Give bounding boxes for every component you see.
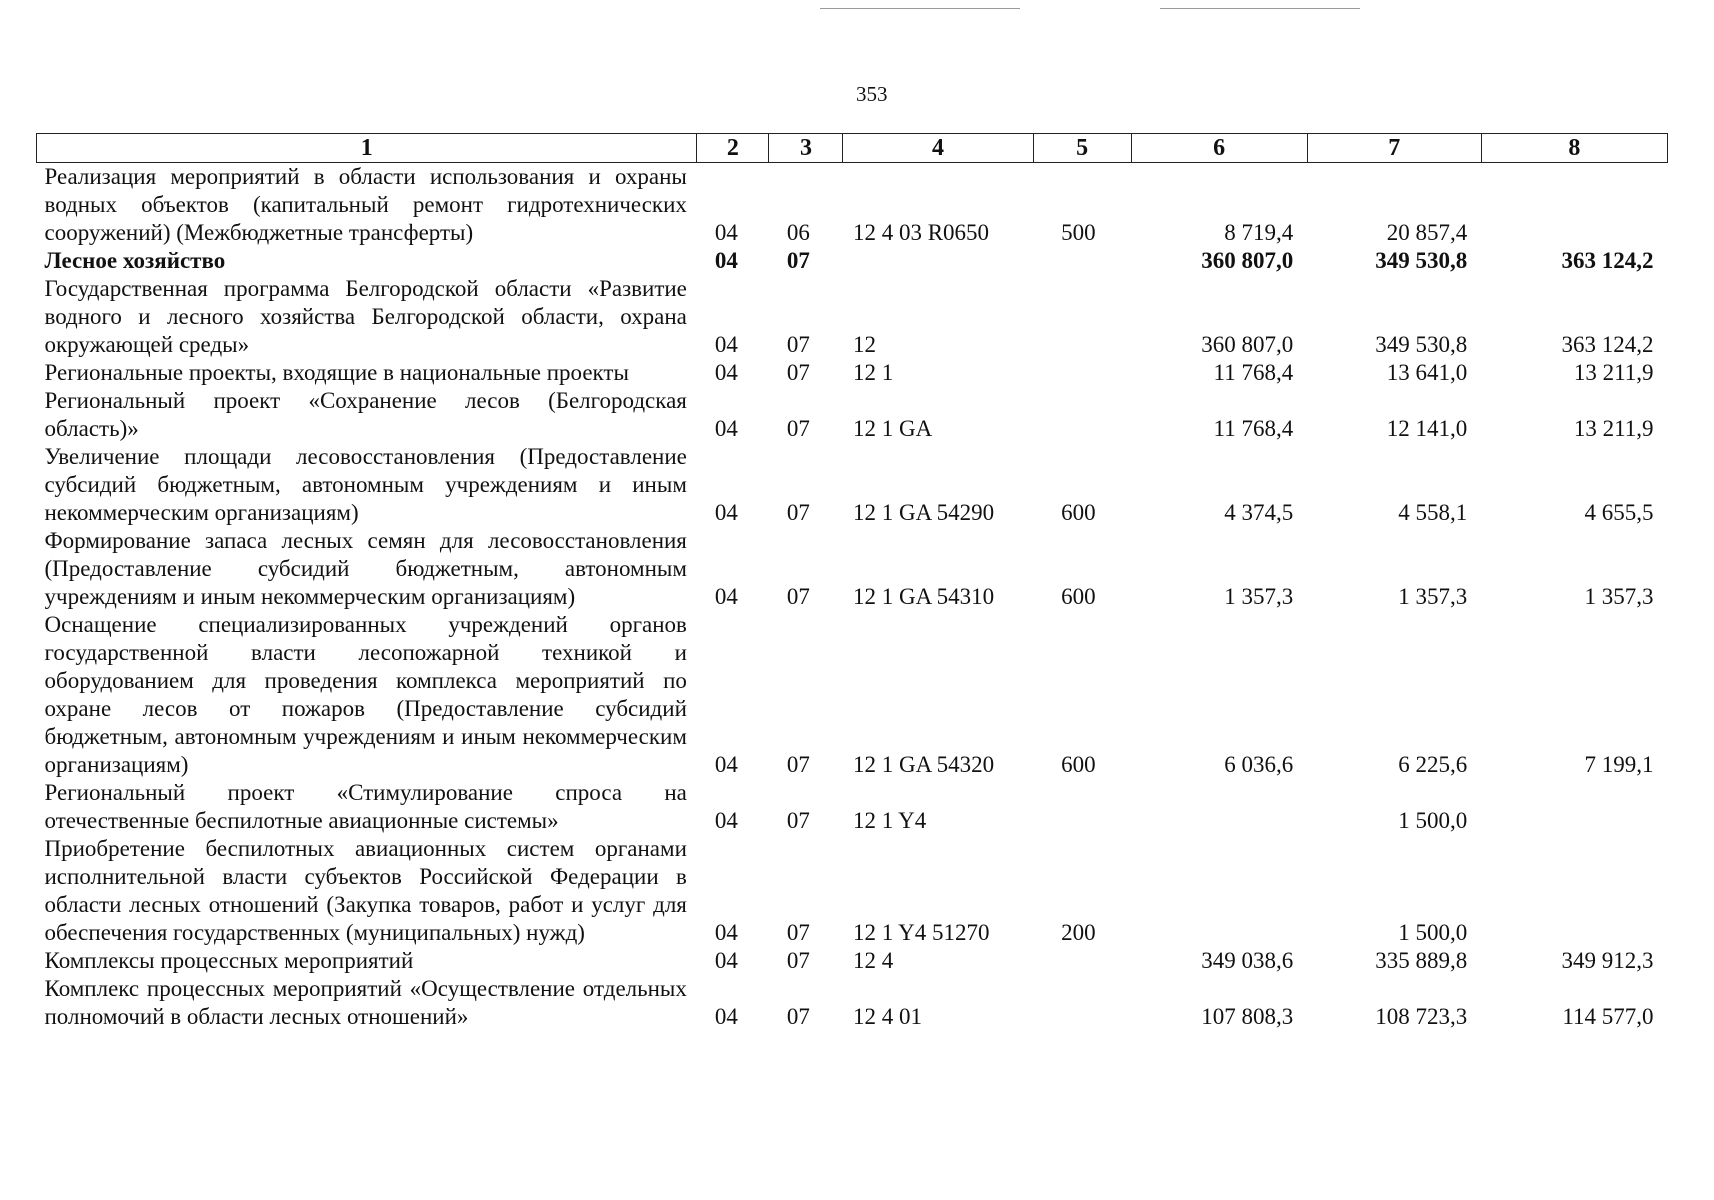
amount-col6-cell: 349 038,6 xyxy=(1201,948,1294,973)
target-article-cell: 12 1 Y4 xyxy=(852,808,927,833)
table-row xyxy=(37,387,1668,443)
table-header-row xyxy=(37,134,1668,163)
amount-col6-cell: 6 036,6 xyxy=(1224,752,1294,777)
section-code-cell: 04 xyxy=(714,808,738,833)
table-row xyxy=(37,359,1668,387)
page-number: 353 xyxy=(856,82,888,106)
row-name-cell: Комплексы процессных мероприятий xyxy=(44,948,414,973)
column-header: 8 xyxy=(1481,134,1667,163)
amount-col7-cell: 12 141,0 xyxy=(1386,416,1468,441)
amount-col8-cell: 7 199,1 xyxy=(1584,752,1654,777)
amount-col8-cell: 1 357,3 xyxy=(1584,584,1654,609)
section-code-cell: 04 xyxy=(714,920,738,945)
amount-col8-cell xyxy=(1481,163,1667,248)
subsection-code-cell: 07 xyxy=(786,500,810,525)
table-row xyxy=(37,443,1668,527)
section-code-cell: 04 xyxy=(714,332,738,357)
target-article-cell: 12 xyxy=(852,332,876,357)
row-name-cell: Приобретение беспилотных авиационных систем органами исполнительной власти субъектов Российской Федерации в области лесных отношений (Закупка товаров, работ и услуг для обеспечения государственных (муниципальных) нужд) xyxy=(44,836,687,945)
subsection-code-cell: 07 xyxy=(786,752,810,777)
row-name-cell: Государственная программа Белгородской области «Развитие водного и лесного хозяйства Белгородской области, охрана окружающей среды» xyxy=(44,276,687,357)
row-name-cell: Увеличение площади лесовосстановления (Предоставление субсидий бюджетным, автономным учреждениям и иным некоммерческим организациям) xyxy=(44,444,687,525)
section-code-cell: 04 xyxy=(714,584,738,609)
column-header: 3 xyxy=(769,134,843,163)
expense-type-cell xyxy=(1033,247,1131,275)
expense-type-cell: 600 xyxy=(1061,500,1096,525)
expense-type-cell xyxy=(1033,275,1131,359)
amount-col7-cell: 349 530,8 xyxy=(1375,248,1468,273)
amount-col8-cell: 363 124,2 xyxy=(1561,248,1654,273)
amount-col6-cell: 8 719,4 xyxy=(1224,220,1294,245)
amount-col7-cell: 1 500,0 xyxy=(1398,808,1468,833)
amount-col7-cell: 4 558,1 xyxy=(1398,500,1468,525)
budget-table xyxy=(36,133,1668,1031)
column-header: 5 xyxy=(1033,134,1131,163)
amount-col7-cell: 13 641,0 xyxy=(1386,360,1468,385)
amount-col6-cell: 1 357,3 xyxy=(1224,584,1294,609)
section-code-cell: 04 xyxy=(714,1004,738,1029)
row-name-cell: Лесное хозяйство xyxy=(44,248,226,273)
amount-col7-cell: 349 530,8 xyxy=(1375,332,1468,357)
row-name-cell: Региональный проект «Стимулирование спроса на отечественные беспилотные авиационные системы» xyxy=(44,780,687,833)
scan-edge-line xyxy=(1160,8,1360,9)
expense-type-cell xyxy=(1033,975,1131,1031)
expense-type-cell: 600 xyxy=(1061,584,1096,609)
amount-col7-cell: 108 723,3 xyxy=(1375,1004,1468,1029)
section-code-cell: 04 xyxy=(714,500,738,525)
subsection-code-cell: 07 xyxy=(786,808,810,833)
target-article-cell: 12 4 xyxy=(852,948,894,973)
column-header: 6 xyxy=(1131,134,1307,163)
section-code-cell: 04 xyxy=(714,416,738,441)
amount-col6-cell: 11 768,4 xyxy=(1213,360,1294,385)
row-name-cell: Региональные проекты, входящие в национальные проекты xyxy=(44,360,629,385)
amount-col6-cell: 360 807,0 xyxy=(1201,248,1294,273)
expense-type-cell: 600 xyxy=(1061,752,1096,777)
amount-col7-cell: 6 225,6 xyxy=(1398,752,1468,777)
target-article-cell: 12 1 GA 54310 xyxy=(852,584,995,609)
table-row xyxy=(37,611,1668,779)
subsection-code-cell: 07 xyxy=(786,948,810,973)
target-article-cell: 12 1 GA xyxy=(852,416,933,441)
table-row xyxy=(37,247,1668,275)
subsection-code-cell: 07 xyxy=(786,248,810,273)
table-row xyxy=(37,947,1668,975)
scan-edge-line xyxy=(820,8,1020,9)
target-article-cell: 12 4 01 xyxy=(852,1004,922,1029)
table-row xyxy=(37,275,1668,359)
amount-col6-cell: 4 374,5 xyxy=(1224,500,1294,525)
target-article-cell: 12 4 03 R0650 xyxy=(852,220,990,245)
amount-col7-cell: 1 500,0 xyxy=(1398,920,1468,945)
section-code-cell: 04 xyxy=(714,948,738,973)
expense-type-cell xyxy=(1033,387,1131,443)
target-article-cell: 12 1 GA 54290 xyxy=(852,500,995,525)
subsection-code-cell: 06 xyxy=(786,220,810,245)
table-row xyxy=(37,163,1668,248)
column-header: 7 xyxy=(1307,134,1481,163)
amount-col7-cell: 20 857,4 xyxy=(1386,220,1468,245)
target-article-cell: 12 1 Y4 51270 xyxy=(852,920,990,945)
amount-col8-cell xyxy=(1481,779,1667,835)
amount-col7-cell: 1 357,3 xyxy=(1398,584,1468,609)
row-name-cell: Оснащение специализированных учреждений органов государственной власти лесопожарной техникой и оборудованием для проведения комплекса мероприятий по охране лесов от пожаров (Предоставление субсидий бюджетным, автономным учреждениям и иным некоммерческим организациям) xyxy=(44,612,687,777)
expense-type-cell: 200 xyxy=(1061,920,1096,945)
amount-col8-cell: 13 211,9 xyxy=(1573,416,1654,441)
row-name-cell: Формирование запаса лесных семян для лесовосстановления (Предоставление субсидий бюджетным, автономным учреждениям и иным некоммерческим организациям) xyxy=(44,528,687,609)
column-header: 2 xyxy=(697,134,769,163)
amount-col6-cell xyxy=(1131,779,1307,835)
amount-col6-cell: 107 808,3 xyxy=(1201,1004,1294,1029)
section-code-cell: 04 xyxy=(714,220,738,245)
row-name-cell: Комплекс процессных мероприятий «Осуществление отдельных полномочий в области лесных отношений» xyxy=(44,976,687,1029)
expense-type-cell xyxy=(1033,779,1131,835)
table-row xyxy=(37,835,1668,947)
amount-col6-cell: 11 768,4 xyxy=(1213,416,1294,441)
amount-col8-cell xyxy=(1481,835,1667,947)
subsection-code-cell: 07 xyxy=(786,1004,810,1029)
table-row xyxy=(37,975,1668,1031)
expense-type-cell xyxy=(1033,947,1131,975)
amount-col8-cell: 114 577,0 xyxy=(1562,1004,1654,1029)
amount-col8-cell: 363 124,2 xyxy=(1561,332,1654,357)
subsection-code-cell: 07 xyxy=(786,332,810,357)
amount-col8-cell: 13 211,9 xyxy=(1573,360,1654,385)
section-code-cell: 04 xyxy=(714,248,738,273)
amount-col6-cell: 360 807,0 xyxy=(1201,332,1294,357)
amount-col6-cell xyxy=(1131,835,1307,947)
table-row xyxy=(37,527,1668,611)
target-article-cell: 12 1 xyxy=(852,360,894,385)
target-article-cell xyxy=(843,247,1033,275)
target-article-cell: 12 1 GA 54320 xyxy=(852,752,995,777)
section-code-cell: 04 xyxy=(714,752,738,777)
expense-type-cell xyxy=(1033,359,1131,387)
expense-type-cell: 500 xyxy=(1061,220,1096,245)
subsection-code-cell: 07 xyxy=(786,360,810,385)
section-code-cell: 04 xyxy=(714,360,738,385)
subsection-code-cell: 07 xyxy=(786,416,810,441)
subsection-code-cell: 07 xyxy=(786,920,810,945)
column-header: 1 xyxy=(37,134,697,163)
subsection-code-cell: 07 xyxy=(786,584,810,609)
table-row xyxy=(37,779,1668,835)
amount-col7-cell: 335 889,8 xyxy=(1375,948,1468,973)
column-header: 4 xyxy=(843,134,1033,163)
amount-col8-cell: 4 655,5 xyxy=(1584,500,1654,525)
row-name-cell: Региональный проект «Сохранение лесов (Белгородская область)» xyxy=(44,388,687,441)
row-name-cell: Реализация мероприятий в области использования и охраны водных объектов (капитальный ремонт гидротехнических сооружений) (Межбюджетные трансферты) xyxy=(44,164,687,245)
amount-col8-cell: 349 912,3 xyxy=(1561,948,1654,973)
